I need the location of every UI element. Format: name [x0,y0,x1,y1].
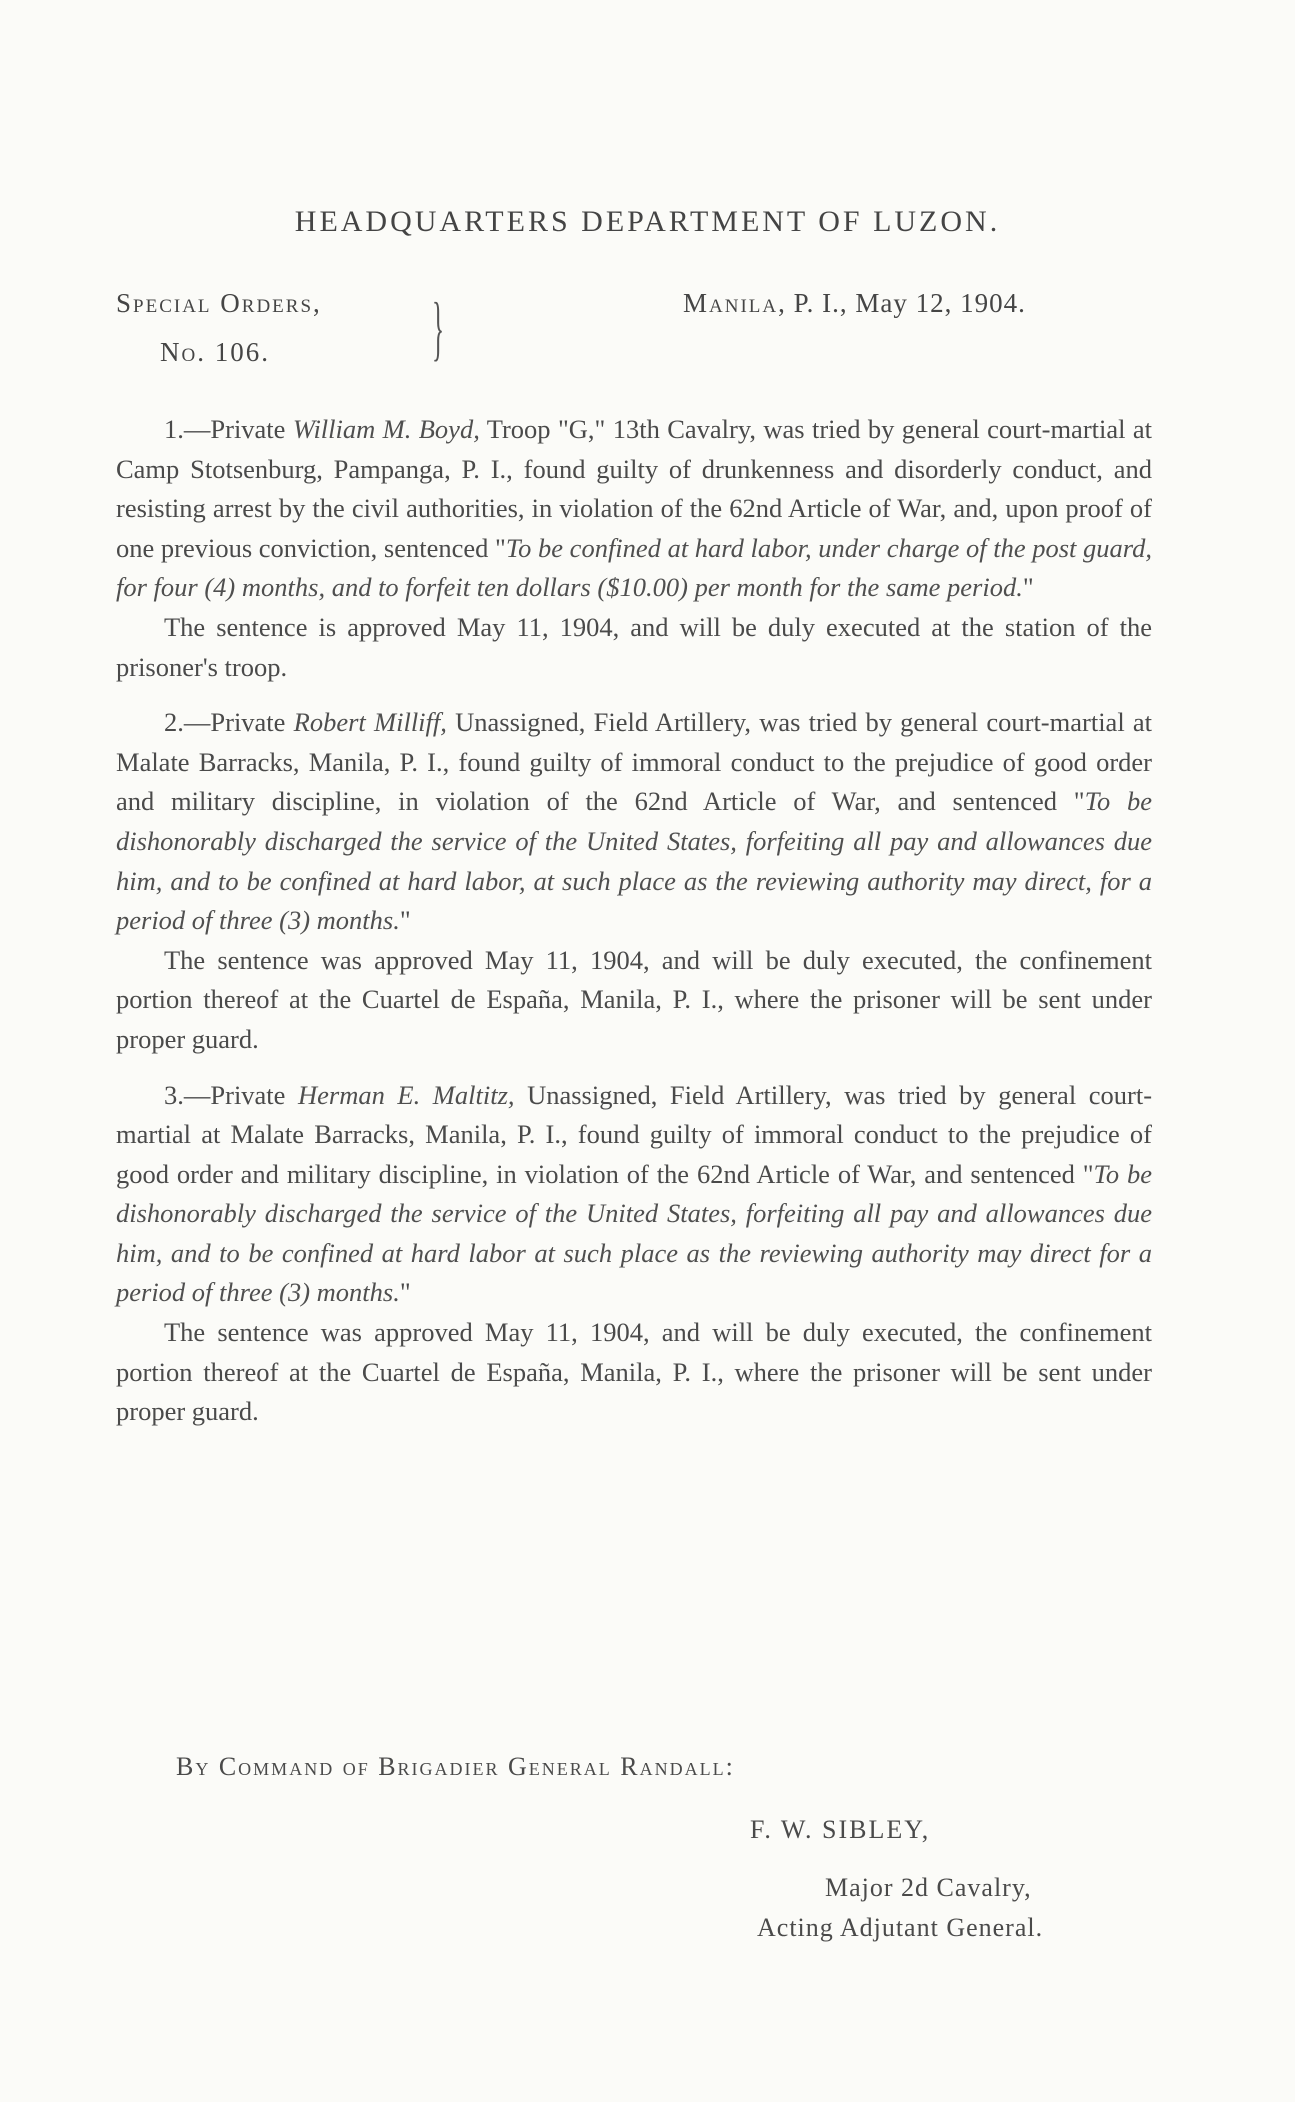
order-body [116,410,1152,1432]
paragraph-2-sentence: To be dishonorably discharged the service of the United States, forfeiting all pay and allowances due him, and to be confined at hard labor, at such place as the reviewing authority may direct, for a period of three (3) months. [116,786,1152,936]
special-orders-block [116,288,322,368]
orders-brace: } [432,288,445,368]
paragraph-2-charges: Unassigned, Field Artillery, was tried by general court-martial at Malate Barracks, Manila, P. I., found guilty of immoral conduct to the prejudice of good order and military discipline, in violation of the 62nd Article of War, and sentenced " [116,707,1153,817]
paragraph-2-close-quote: " [399,905,411,936]
paragraph-3-sentence: To be dishonorably discharged the service of the United States, forfeiting all pay and allowances due him, and to be confined at hard labor at such place as the reviewing authority may direct for a period of three (3) months. [116,1158,1152,1308]
order-paragraph-3 [116,1076,1152,1314]
paragraph-3-name: Herman E. Maltitz, [298,1079,515,1110]
document-heading: HEADQUARTERS DEPARTMENT OF LUZON. [294,205,1001,238]
order-paragraph-1 [116,410,1152,608]
signer-name: F. W. SIBLEY, [750,1815,931,1844]
paragraph-1-close-quote: " [1022,572,1034,603]
paragraph-1-charges: Troop "G," 13th Cavalry, was tried by general court-martial at Camp Stotsenburg, Pampanga, P. I., found guilty of drunkenness and disorderly conduct, and resisting arrest by the civil authorities, in violation of the 62nd Article of War, and, upon proof of one previous conviction, sentenced " [116,414,1152,563]
paragraph-3-charges: Unassigned, Field Artillery, was tried by general court-martial at Malate Barracks, Manila, P. I., found guilty of immoral conduct to the prejudice of good order and military discipline, in violation of the 62nd Article of War, and sentenced " [116,1079,1153,1189]
paragraph-3-close-quote: " [399,1277,411,1308]
order-approval-3: The sentence was approved May 11, 1904, and will be duly executed, the confinement portion thereof at the Cuartel de España, Manila, P. I., where the prisoner will be sent under proper guard. [116,1317,1152,1427]
paragraph-1-sentence: To be confined at hard labor, under charge of the post guard, for four (4) months, and to forfeit ten dollars ($10.00) per month for the same period. [116,532,1152,603]
order-approval-1: The sentence is approved May 11, 1904, and will be duly executed at the station of the prisoner's troop. [116,611,1152,682]
paragraph-2-intro: 2.—Private [164,707,294,738]
location-label: Manila [683,288,779,318]
command-line: By Command of Brigadier General Randall: [176,1752,735,1781]
signer-rank: Major 2d Cavalry, [825,1873,1032,1902]
paragraph-1-name: William M. Boyd, [292,414,480,444]
order-approval-2: The sentence was approved May 11, 1904, and will be duly executed, the confinement portion thereof at the Cuartel de España, Manila, P. I., where the prisoner will be sent under proper guard. [116,944,1152,1054]
order-number: No. 106. [160,337,270,367]
paragraph-1-intro: 1.—Private [164,414,293,444]
order-paragraph-2 [116,703,1152,941]
signer-title: Acting Adjutant General. [757,1913,1044,1942]
location-date [683,288,1026,319]
special-orders-label: Special Orders, [116,288,322,318]
paragraph-3-intro: 3.—Private [164,1079,299,1110]
date-text: , P. I., May 12, 1904. [778,288,1026,318]
paragraph-2-name: Robert Milliff, [293,707,447,738]
